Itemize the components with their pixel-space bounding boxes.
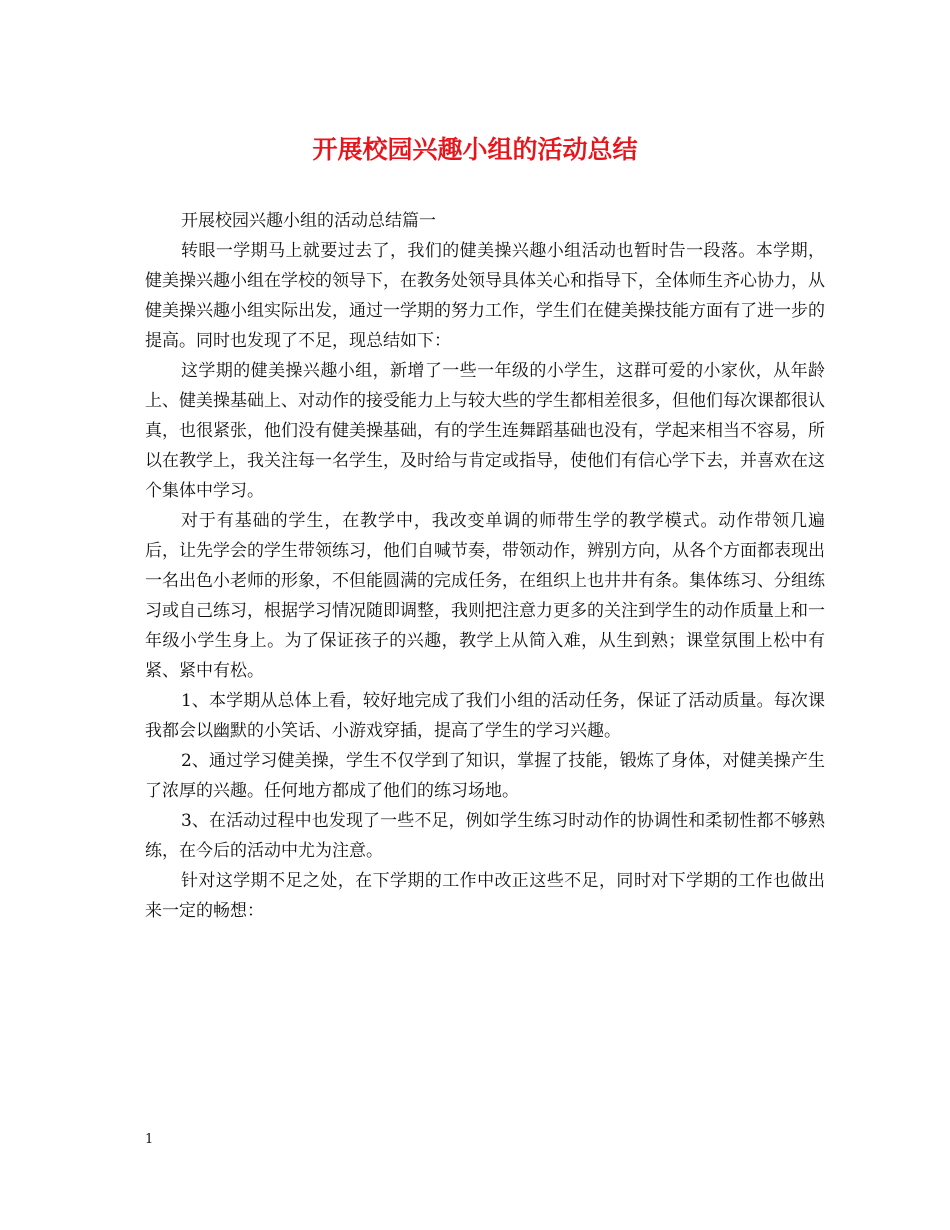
paragraph-teaching-mode: 对于有基础的学生，在教学中，我改变单调的师带生学的教学模式。动作带领几遍后，让先学会的学生带领练习，他们自喊节奏，带领动作，辨别方向，从各个方面都表现出一名出色小老师的形象，不但能圆满的完成任务，在组织上也井井有条。集体练习、分组练习或自己练习，根据学习情况随即调整，我则把注意力更多的关注到学生的动作质量上和一年级小学生身上。为了保证孩子的兴趣，教学上从简入难，从生到熟；课堂氛围上松中有紧、紧中有松。	[145, 511, 825, 681]
page-number: 1	[145, 1132, 154, 1147]
paragraph-point-2: 2、通过学习健美操，学生不仅学到了知识，掌握了技能，锻炼了身体，对健美操产生了浓厚的兴趣。任何地方都成了他们的练习场地。	[145, 751, 825, 801]
paragraph-section-heading: 开展校园兴趣小组的活动总结篇一	[181, 211, 436, 231]
paragraph-intro: 转眼一学期马上就要过去了，我们的健美操兴趣小组活动也暂时告一段落。本学期，健美操兴趣小组在学校的领导下，在教务处领导具体关心和指导下，全体师生齐心协力，从健美操兴趣小组实际出发，通过一学期的努力工作，学生们在健美操技能方面有了进一步的提高。同时也发现了不足，现总结如下：	[145, 241, 825, 351]
paragraph-point-3: 3、在活动过程中也发现了一些不足，例如学生练习时动作的协调性和柔韧性都不够熟练，在今后的活动中尤为注意。	[145, 811, 825, 861]
document-body	[145, 206, 825, 926]
paragraph-new-students: 这学期的健美操兴趣小组，新增了一些一年级的小学生，这群可爱的小家伙，从年龄上、健美操基础上、对动作的接受能力上与较大些的学生都相差很多，但他们每次课都很认真，也很紧张，他们没有健美操基础，有的学生连舞蹈基础也没有，学起来相当不容易，所以在教学上，我关注每一名学生，及时给与肯定或指导，使他们有信心学下去，并喜欢在这个集体中学习。	[145, 361, 825, 501]
document-title: 开展校园兴趣小组的活动总结	[312, 135, 638, 164]
paragraph-outlook: 针对这学期不足之处，在下学期的工作中改正这些不足，同时对下学期的工作也做出来一定的畅想：	[145, 871, 825, 921]
paragraph-point-1: 1、本学期从总体上看，较好地完成了我们小组的活动任务，保证了活动质量。每次课我都会以幽默的小笑话、小游戏穿插，提高了学生的学习兴趣。	[145, 691, 825, 741]
